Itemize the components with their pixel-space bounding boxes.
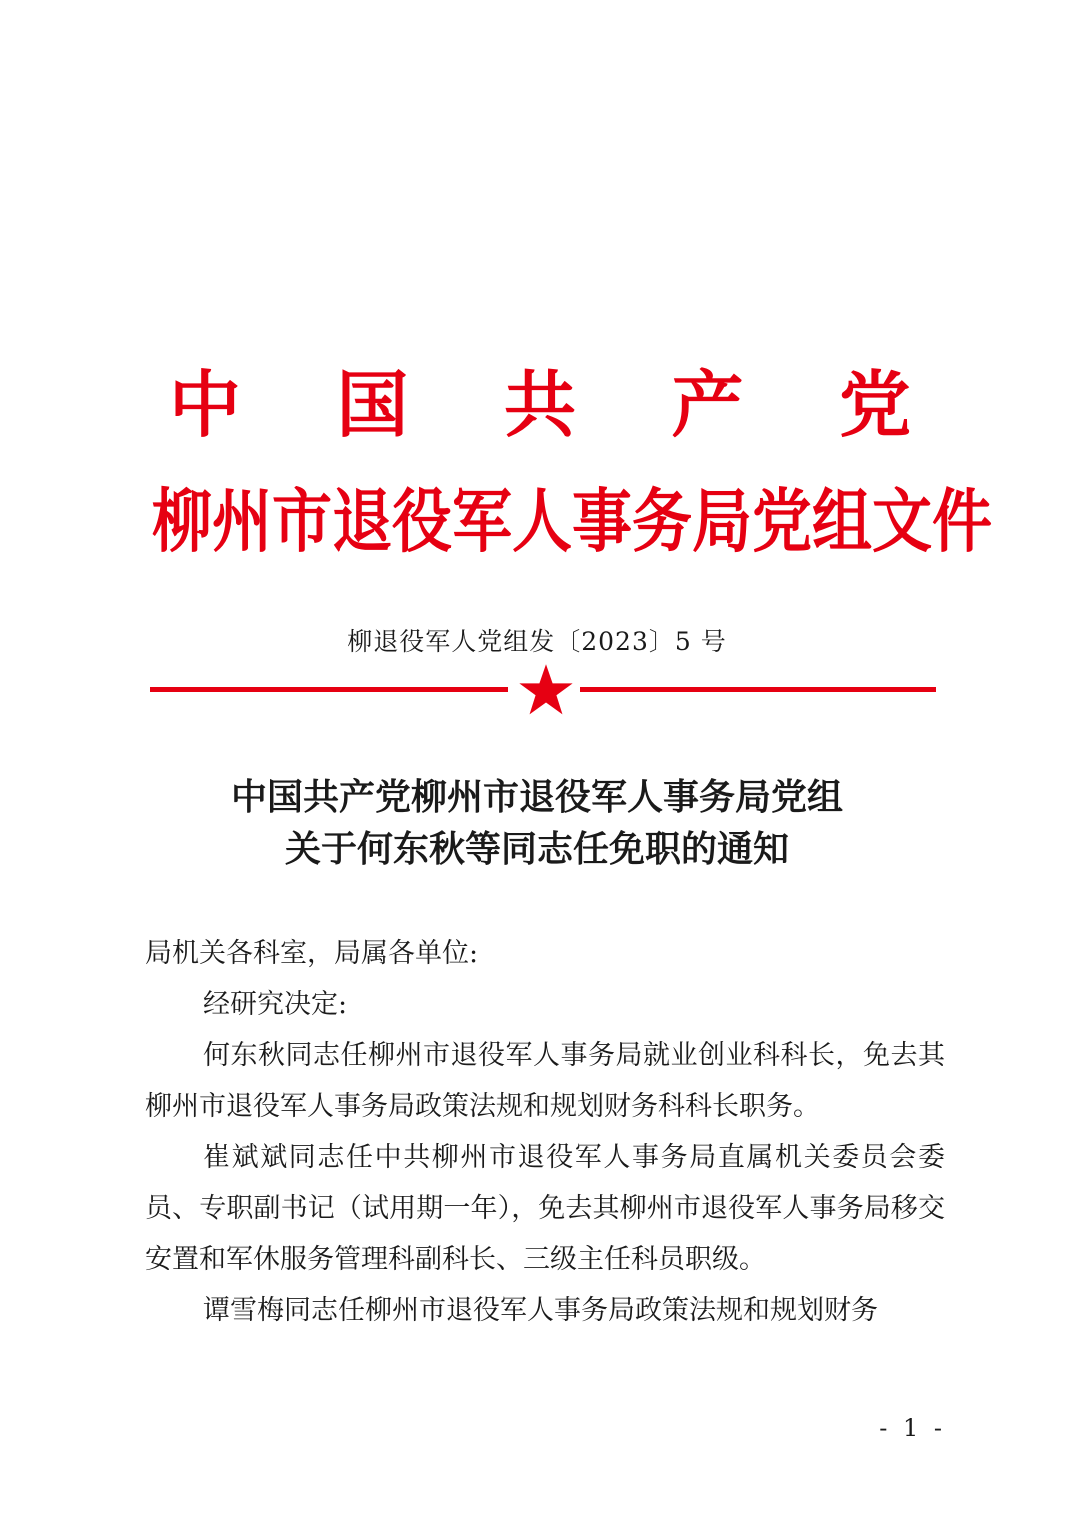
header-char: 务 [632,481,692,563]
header-char: 市 [272,481,332,563]
document-body [145,928,945,1336]
header-char: 文 [872,481,932,563]
body-paragraph: 崔斌斌同志任中共柳州市退役军人事务局直属机关委员会委员、专职副书记（试用期一年），免去其柳州市退役军人事务局移交安置和军休服务管理科副科长、三级主任科员职级。 [145,1142,945,1275]
header-char: 事 [572,481,632,563]
header-char: 中 [168,363,241,447]
document-number: 柳退役军人党组发〔2023〕5 号 [347,627,727,656]
header-char: 共 [503,363,576,447]
header-char: 局 [692,481,752,563]
title-line2: 关于何东秋等同志任免职的通知 [284,829,789,870]
header-char: 产 [671,363,744,447]
header-char: 党 [752,481,812,563]
body-paragraph: 谭雪梅同志任柳州市退役军人事务局政策法规和规划财务 [203,1295,878,1326]
header-char: 党 [838,363,911,447]
header-char: 组 [812,481,872,563]
decision-intro: 经研究决定: [203,989,348,1020]
red-divider-left [150,687,508,706]
header-char: 国 [336,363,409,447]
header-title-line2 [152,481,992,563]
document-title [0,772,1074,876]
header-char: 退 [332,481,392,563]
header-char: 役 [392,481,452,563]
header-char: 人 [512,481,572,563]
header-char: 件 [932,481,992,563]
header-title-line1 [160,362,920,448]
header-char: 州 [212,481,272,563]
header-char: 柳 [152,481,212,563]
red-divider-right [580,687,936,706]
salutation: 局机关各科室，局属各单位: [145,938,479,969]
header-char: 军 [452,481,512,563]
page-number: - 1 - [879,1414,946,1442]
title-line1: 中国共产党柳州市退役军人事务局党组 [230,777,843,818]
red-star-icon [518,662,574,718]
body-paragraph: 何东秋同志任柳州市退役军人事务局就业创业科科长，免去其柳州市退役军人事务局政策法规和规划财务科科长职务。 [145,1040,945,1122]
